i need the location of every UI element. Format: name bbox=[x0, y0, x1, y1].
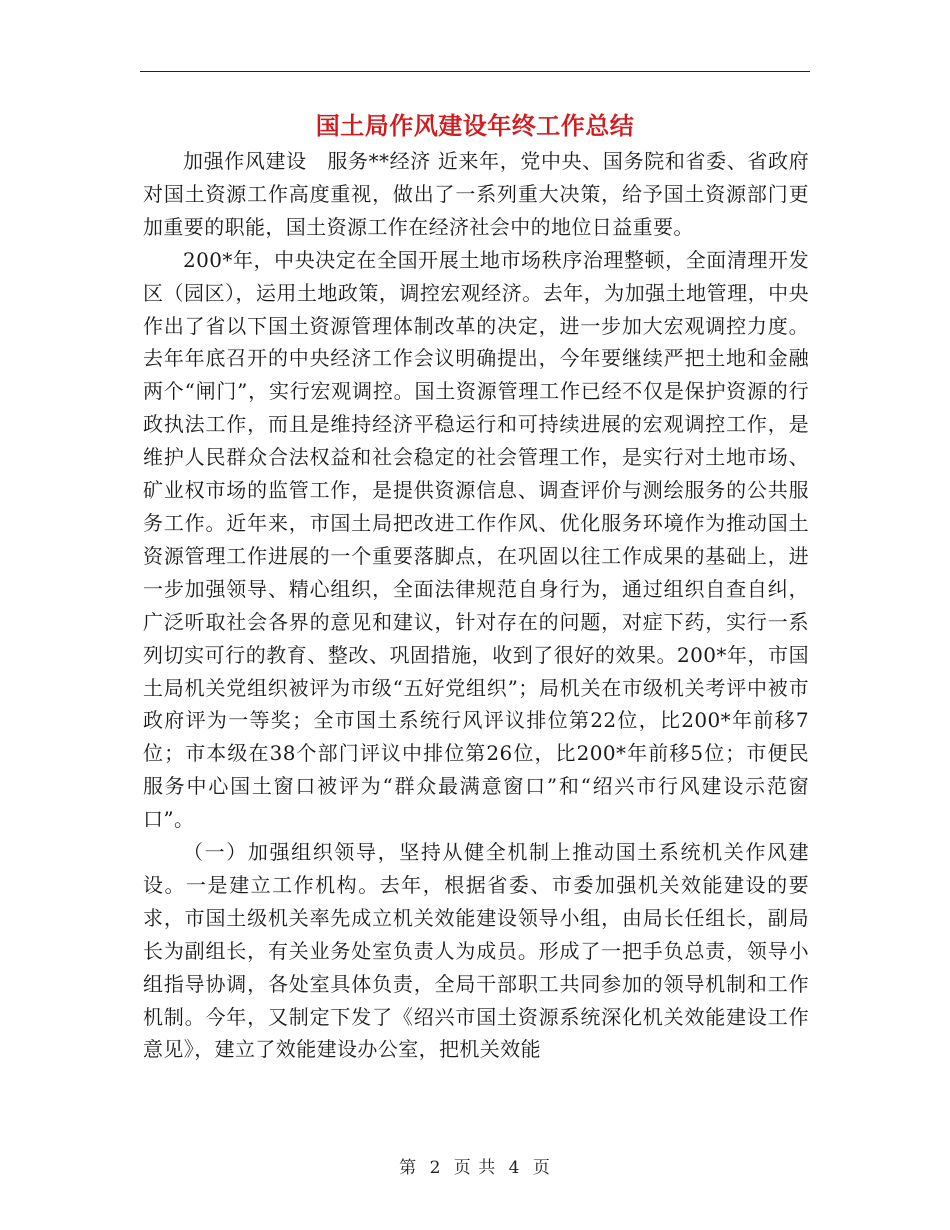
header-rule bbox=[140, 71, 810, 72]
footer-page-number: 2 bbox=[429, 1158, 442, 1178]
footer-middle: 页 共 bbox=[453, 1158, 497, 1178]
page-footer bbox=[0, 1153, 950, 1178]
paragraph-organization: （一）加强组织领导，坚持从健全机制上推动国土系统机关作风建设。一是建立工作机构。去年，根据省委、市委加强机关效能建设的要求，市国土级机关率先成立机关效能建设领导小组，由局长任组长，副局长为副组长，有关业务处室负责人为成员。形成了一把手负总责，领导小组指导协调，各处室具体负责，全局干部职工共同参加的领导机制和工作机制。今年，又制定下发了《绍兴市国土资源系统深化机关效能建设工作意见》，建立了效能建设办公室，把机关效能 bbox=[143, 840, 809, 1062]
paragraph-background: 200*年，中央决定在全国开展土地市场秩序治理整顿，全面清理开发区（园区），运用土地政策，调控宏观经济。去年，为加强土地管理，中央作出了省以下国土资源管理体制改革的决定，进一步加大宏观调控力度。去年年底召开的中央经济工作会议明确提出，今年要继续严把土地和金融两个“闸门”，实行宏观调控。国土资源管理工作已经不仅是保护资源的行政执法工作，而且是维持经济平稳运行和可持续进展的宏观调控工作，是维护人民群众合法权益和社会稳定的社会管理工作，是实行对土地市场、矿业权市场的监管工作，是提供资源信息、调查评价与测绘服务的公共服务工作。近年来，市国土局把改进工作作风、优化服务环境作为推动国土资源管理工作进展的一个重要落脚点，在巩固以往工作成果的基础上，进一步加强领导、精心组织，全面法律规范自身行为，通过组织自查自纠，广泛听取社会各界的意见和建议，针对存在的问题，对症下药，实行一系列切实可行的教育、整改、巩固措施，收到了很好的效果。200*年，市国土局机关党组织被评为市级“五好党组织”；局机关在市级机关考评中被市政府评为一等奖；全市国土系统行风评议排位第22位，比200*年前移7位；市本级在38个部门评议中排位第26位，比200*年前移5位；市便民服务中心国土窗口被评为“群众最满意窗口”和“绍兴市行风建设示范窗口”。 bbox=[143, 247, 809, 832]
paragraph-intro: 加强作风建设 服务**经济 近来年，党中央、国务院和省委、省政府对国土资源工作高度重视，做出了一系列重大决策，给予国土资源部门更加重要的职能，国土资源工作在经济社会中的地位日益重要。 bbox=[143, 149, 809, 239]
document-body bbox=[143, 145, 809, 1066]
document-title: 国土局作风建设年终工作总结 bbox=[315, 112, 635, 140]
footer-suffix: 页 bbox=[532, 1158, 551, 1178]
footer-total-pages: 4 bbox=[508, 1158, 521, 1178]
footer-prefix: 第 bbox=[399, 1158, 418, 1178]
